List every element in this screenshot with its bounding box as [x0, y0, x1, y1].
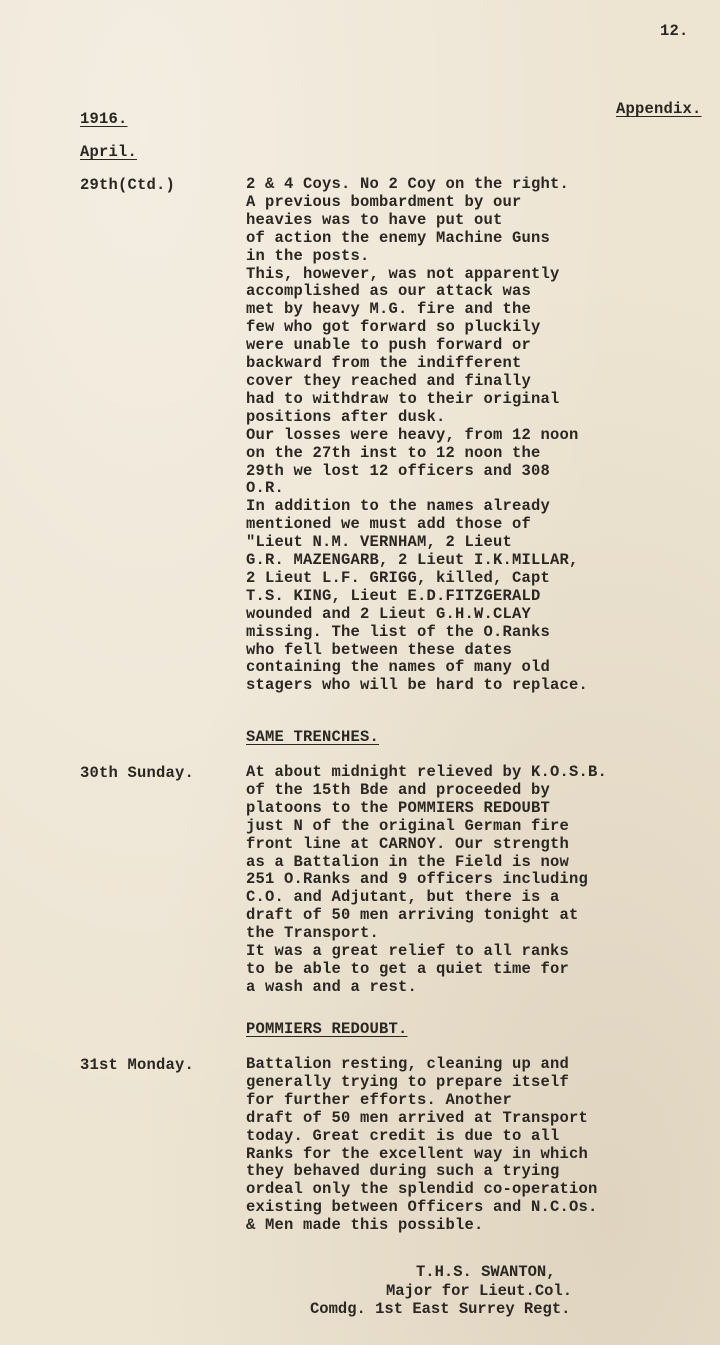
- text-line: today. Great credit is due to all: [246, 1126, 560, 1145]
- text-line: on the 27th inst to 12 noon the: [246, 443, 541, 462]
- text-line: for further efforts. Another: [246, 1090, 513, 1109]
- appendix-label: Appendix.: [616, 100, 702, 118]
- text-line: draft of 50 men arriving tonight at: [246, 906, 579, 925]
- text-line: 251 O.Ranks and 9 officers including: [246, 870, 589, 889]
- signature-unit: Comdg. 1st East Surrey Regt.: [310, 1300, 571, 1318]
- text-line: A previous bombardment by our: [246, 192, 522, 211]
- text-line: they behaved during such a trying: [246, 1162, 560, 1181]
- text-line: containing the names of many old: [246, 658, 551, 677]
- text-line: of action the enemy Machine Guns: [246, 228, 551, 247]
- page-number: 12.: [660, 22, 689, 40]
- text-line: front line at CARNOY. Our strength: [246, 834, 570, 853]
- text-line: had to withdraw to their original: [246, 389, 560, 408]
- text-line: met by heavy M.G. fire and the: [246, 300, 532, 319]
- text-line: who fell between these dates: [246, 640, 513, 659]
- text-line: platoons to the POMMIERS REDOUBT: [246, 798, 551, 817]
- text-line: ordeal only the splendid co-operation: [246, 1180, 598, 1199]
- section-heading: POMMIERS REDOUBT.: [246, 1020, 408, 1038]
- text-line: & Men made this possible.: [246, 1216, 484, 1235]
- text-line: stagers who will be hard to replace.: [246, 676, 589, 695]
- text-line: "Lieut N.M. VERNHAM, 2 Lieut: [246, 533, 513, 552]
- month-heading: April.: [80, 143, 138, 161]
- text-line: wounded and 2 Lieut G.H.W.CLAY: [246, 604, 532, 623]
- text-line: as a Battalion in the Field is now: [246, 852, 570, 871]
- entry-text: [246, 764, 686, 997]
- text-line: were unable to push forward or: [246, 336, 532, 355]
- text-line: missing. The list of the O.Ranks: [246, 622, 551, 641]
- text-line: At about midnight relieved by K.O.S.B.: [246, 763, 608, 781]
- signature-name: T.H.S. SWANTON,: [416, 1263, 556, 1281]
- text-line: In addition to the names already: [246, 497, 551, 516]
- entry-text: [246, 176, 686, 695]
- text-line: heavies was to have put out: [246, 210, 503, 229]
- text-line: existing between Officers and N.C.Os.: [246, 1198, 598, 1217]
- text-line: few who got forward so pluckily: [246, 318, 541, 337]
- text-line: positions after dusk.: [246, 407, 446, 426]
- text-line: G.R. MAZENGARB, 2 Lieut I.K.MILLAR,: [246, 551, 579, 570]
- text-line: Battalion resting, cleaning up and: [246, 1055, 570, 1073]
- entry-text: [246, 1056, 686, 1235]
- section-heading: SAME TRENCHES.: [246, 728, 380, 746]
- text-line: generally trying to prepare itself: [246, 1072, 570, 1091]
- text-line: O.R.: [246, 479, 285, 498]
- text-line: This, however, was not apparently: [246, 264, 560, 283]
- entry-date: 30th Sunday.: [80, 764, 195, 782]
- text-line: just N of the original German fire: [246, 816, 570, 835]
- text-line: draft of 50 men arrived at Transport: [246, 1108, 589, 1127]
- signature-rank: Major for Lieut.Col.: [386, 1282, 573, 1300]
- entry-date: 29th(Ctd.): [80, 176, 176, 194]
- year-heading: 1916.: [80, 110, 128, 128]
- text-line: 2 Lieut L.F. GRIGG, killed, Capt: [246, 568, 551, 587]
- text-line: Ranks for the excellent way in which: [246, 1144, 589, 1163]
- text-line: accomplished as our attack was: [246, 282, 532, 301]
- text-line: cover they reached and finally: [246, 371, 532, 390]
- text-line: 2 & 4 Coys. No 2 Coy on the right.: [246, 175, 570, 193]
- text-line: C.O. and Adjutant, but there is a: [246, 888, 560, 907]
- text-line: Our losses were heavy, from 12 noon: [246, 425, 579, 444]
- text-line: in the posts.: [246, 246, 370, 265]
- text-line: of the 15th Bde and proceeded by: [246, 780, 551, 799]
- text-line: backward from the indifferent: [246, 354, 522, 373]
- text-line: the Transport.: [246, 924, 380, 943]
- text-line: It was a great relief to all ranks: [246, 942, 570, 961]
- entry-date: 31st Monday.: [80, 1056, 195, 1074]
- text-line: a wash and a rest.: [246, 977, 418, 996]
- text-line: to be able to get a quiet time for: [246, 959, 570, 978]
- text-line: mentioned we must add those of: [246, 515, 532, 534]
- text-line: T.S. KING, Lieut E.D.FITZGERALD: [246, 586, 541, 605]
- text-line: 29th we lost 12 officers and 308: [246, 461, 551, 480]
